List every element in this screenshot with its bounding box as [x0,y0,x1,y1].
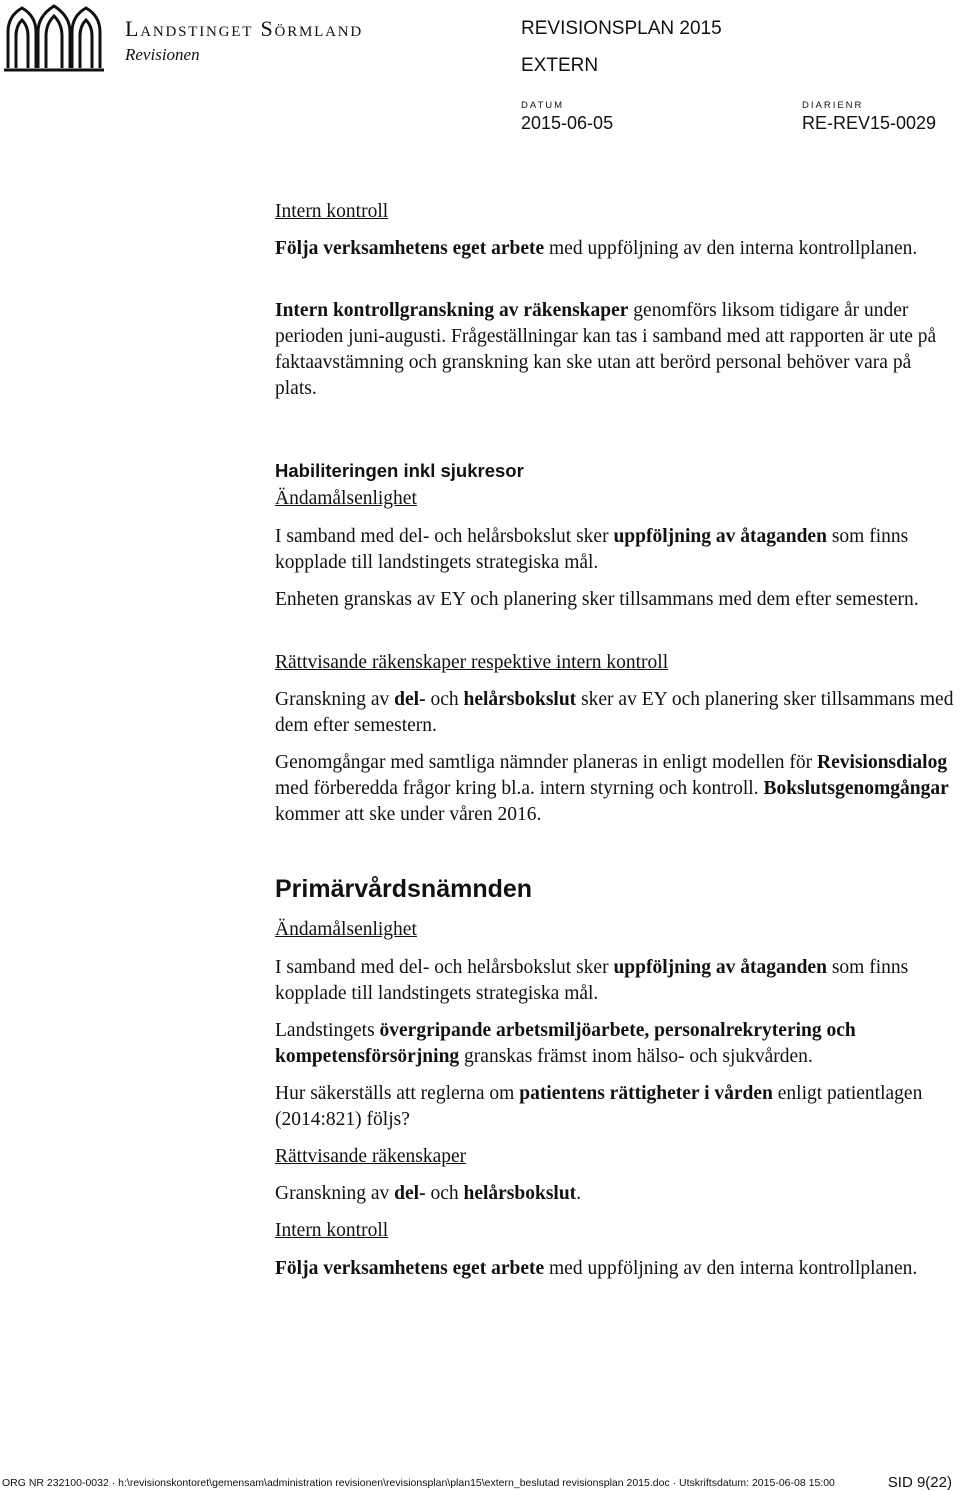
document-title: REVISIONSPLAN 2015 [521,18,722,39]
text: I samband med del- och helårsbokslut sker [275,957,614,978]
organization-name: Landstinget Sörmland [125,16,363,41]
subheading-rattvisande-rakenskaper: Rättvisande räkenskaper [275,1146,467,1167]
bold-text: helårsbokslut [463,1183,577,1204]
text: Granskning av [275,1183,395,1204]
organization-subtitle: Revisionen [125,45,200,64]
footer-document-info: ORG NR 232100-0032 · h:\revisionskontoret\gemensam\administration revisionen\revisionsplan\plan15\extern_beslutad revisionsplan 2015.doc · Utskriftsdatum: 2015-06-08 15:00 [2,1477,835,1489]
paragraph [275,687,955,739]
subheading-intern-kontroll: Intern kontroll [275,1220,389,1241]
bold-text: helårsbokslut [463,689,577,710]
paragraph: Enheten granskas av EY och planering sker tillsammans med dem efter semestern. [275,589,919,610]
paragraph [275,1018,955,1070]
bold-text: del- [394,689,426,710]
text: granskas främst inom hälso- och sjukvården. [459,1046,813,1067]
date-value: 2015-06-05 [521,113,614,133]
bold-text: Följa verksamhetens eget arbete [275,238,545,259]
text: genomförs liksom tidigare år under perioden juni-augusti. Frågeställningar kan tas i samband med att rapporten är ute på faktaavstämning och granskning kan ske utan att berörd personal behöver vara på plats. [275,300,937,399]
text: . [576,1183,582,1204]
text: som finns kopplade till landstingets strategiska mål. [275,526,909,573]
subheading-intern-kontroll: Intern kontroll [275,201,389,222]
document-classification: EXTERN [521,55,599,76]
text: och [425,689,464,710]
text: kommer att ske under våren 2016. [275,804,542,825]
diarie-value: RE-REV15-0029 [802,113,937,133]
paragraph [275,1081,955,1133]
paragraph [275,1181,955,1207]
text: enligt patientlagen (2014:821) följs? [275,1083,923,1130]
text: med uppföljning av den interna kontrollplanen. [544,1258,918,1279]
bold-text: Bokslutsgenomgångar [763,778,949,799]
text: Landstingets [275,1020,380,1041]
subheading-andamalsenlighet: Ändamålsenlighet [275,919,417,940]
date-label: DATUM [521,100,565,111]
text: Hur säkerställs att reglerna om [275,1083,520,1104]
text: som finns kopplade till landstingets strategiska mål. [275,957,909,1004]
bold-text: Intern kontrollgranskning av räkenskaper [275,300,629,321]
diarie-label: DIARIENR [802,100,864,111]
text: med förberedda frågor kring bl.a. intern styrning och kontroll. [275,778,764,799]
subheading-andamalsenlighet: Ändamålsenlighet [275,488,417,509]
section-heading: Habiliteringen inkl sjukresor [275,460,524,481]
bold-text: Följa verksamhetens eget arbete [275,1258,545,1279]
text: Granskning av [275,689,395,710]
bold-text: patientens rättigheter i vården [519,1083,773,1104]
text: och [425,1183,464,1204]
paragraph [275,298,955,402]
text: med uppföljning av den interna kontrollplanen. [544,238,918,259]
logo-icon [2,2,106,74]
paragraph [275,236,955,262]
paragraph [275,955,955,1007]
section-heading: Primärvårdsnämnden [275,875,533,903]
bold-text: övergripande arbetsmiljöarbete, personalrekrytering och kompetensförsörjning [275,1020,856,1067]
page-number: SID 9(22) [887,1474,952,1491]
bold-text: uppföljning av åtaganden [613,957,827,978]
paragraph [275,750,955,828]
text: I samband med del- och helårsbokslut sker [275,526,614,547]
bold-text: del- [394,1183,426,1204]
text: Genomgångar med samtliga nämnder planeras in enligt modellen för [275,752,818,773]
paragraph [275,1256,955,1282]
bold-text: Revisionsdialog [817,752,948,773]
text: sker av EY och planering sker tillsammans med dem efter semestern. [275,689,954,736]
subheading-rattvisande-rakenskaper: Rättvisande räkenskaper respektive intern kontroll [275,652,669,673]
paragraph [275,524,955,576]
bold-text: uppföljning av åtaganden [613,526,827,547]
